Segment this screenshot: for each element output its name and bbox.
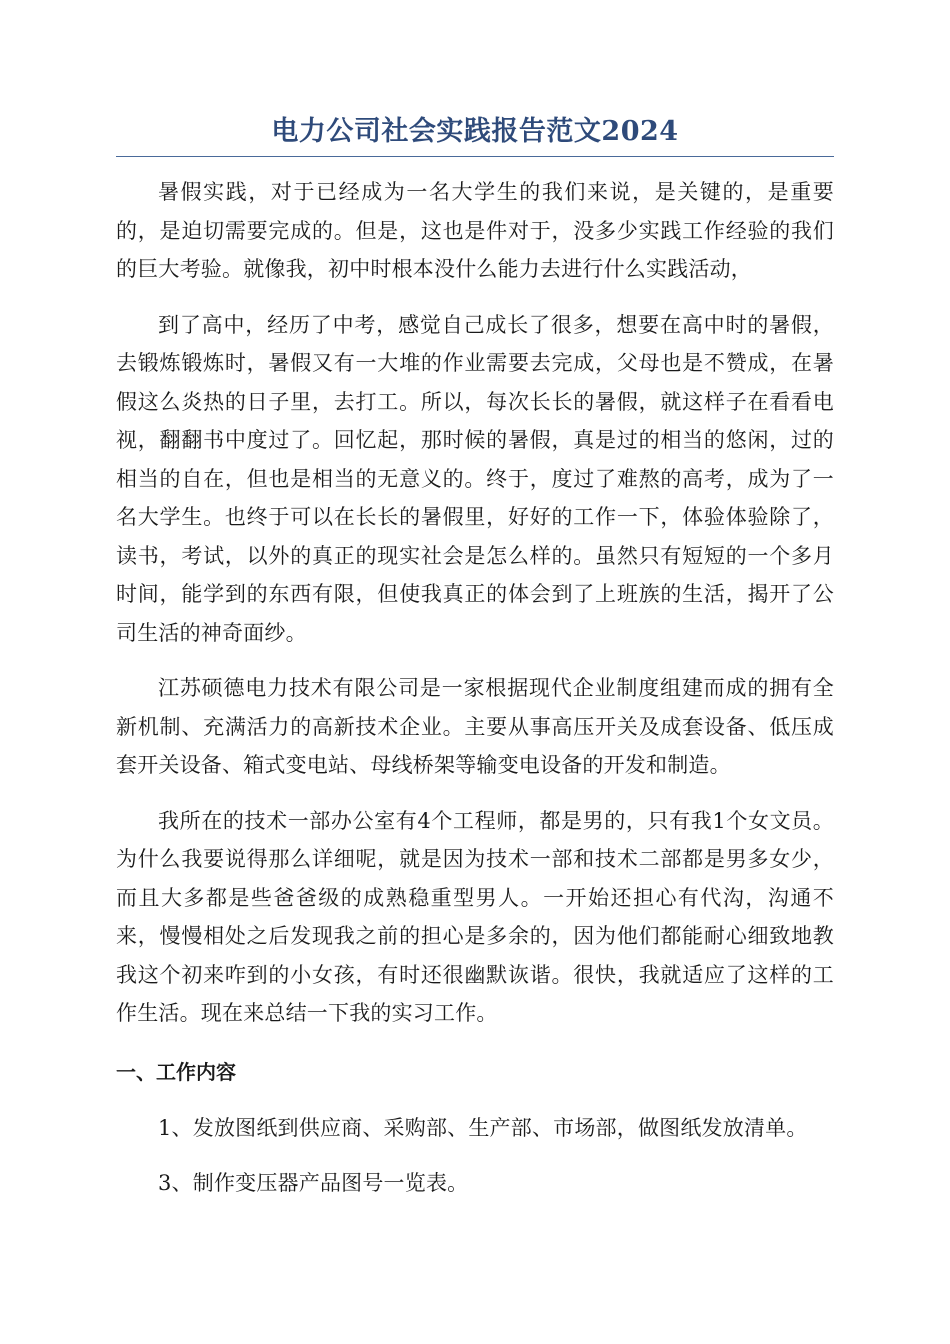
paragraph-2: 到了高中，经历了中考，感觉自己成长了很多，想要在高中时的暑假，去锻炼锻炼时，暑假又有一大堆的作业需要去完成，父母也是不赞成，在暑假这么炎热的日子里，去打工。所以，每次长长的暑假，就这样子在看看电视，翻翻书中度过了。回忆起，那时候的暑假，真是过的相当的悠闲，过的相当的自在，但也是相当的无意义的。终于，度过了难熬的高考，成为了一名大学生。也终于可以在长长的暑假里，好好的工作一下，体验体验除了，读书，考试，以外的真正的现实社会是怎么样的。虽然只有短短的一个多月时间，能学到的东西有限，但使我真正的体会到了上班族的生活，揭开了公司生活的神奇面纱。 bbox=[116, 312, 834, 645]
paragraph-3: 江苏硕德电力技术有限公司是一家根据现代企业制度组建而成的拥有全新机制、充满活力的高新技术企业。主要从事高压开关及成套设备、低压成套开关设备、箱式变电站、母线桥架等输变电设备的开发和制造。 bbox=[116, 676, 834, 777]
document-page bbox=[116, 110, 834, 1203]
list-item: 1、发放图纸到供应商、采购部、生产部、市场部，做图纸发放清单。 bbox=[158, 1115, 808, 1140]
paragraph-4: 我所在的技术一部办公室有4个工程师，都是男的，只有我1个女文员。为什么我要说得那么详细呢，就是因为技术一部和技术二部都是男多女少，而且大多都是些爸爸级的成熟稳重型男人。一开始还担心有代沟，沟通不来，慢慢相处之后发现我之前的担心是多余的，因为他们都能耐心细致地教我这个初来咋到的小女孩，有时还很幽默诙谐。很快，我就适应了这样的工作生活。现在来总结一下我的实习工作。 bbox=[116, 808, 834, 1025]
document-title: 电力公司社会实践报告范文2024 bbox=[116, 110, 834, 157]
section-heading: 一、工作内容 bbox=[116, 1059, 236, 1084]
list-item: 3、制作变压器产品图号一览表。 bbox=[158, 1171, 469, 1195]
paragraph-1: 暑假实践，对于已经成为一名大学生的我们来说，是关键的，是重要的，是迫切需要完成的。但是，这也是件对于，没多少实践工作经验的我们的巨大考验。就像我，初中时根本没什么能力去进行什么实践活动， bbox=[116, 180, 834, 281]
